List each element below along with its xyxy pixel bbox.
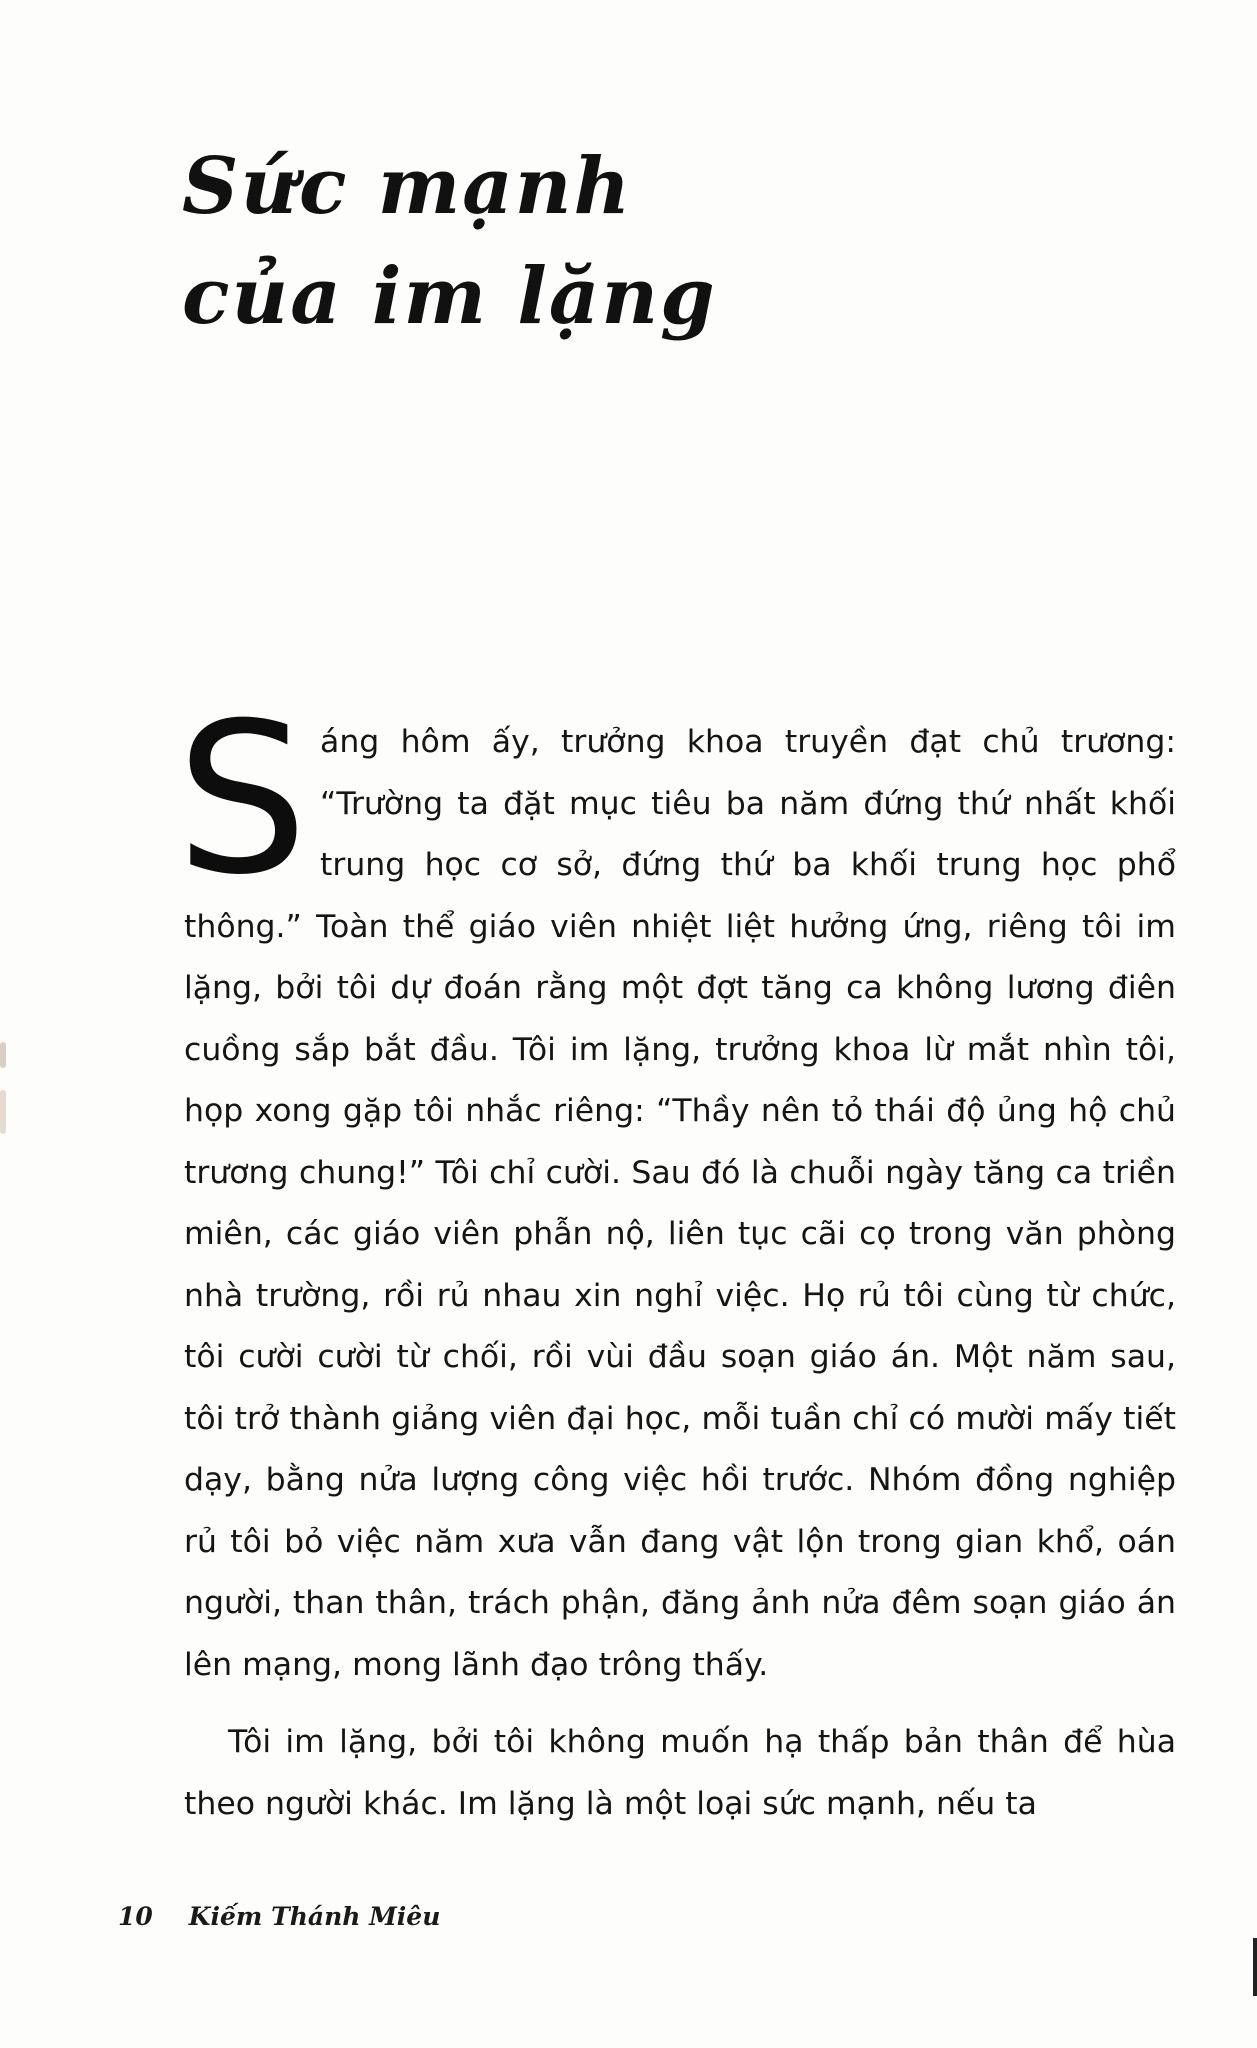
page-number: 10 <box>118 1902 153 1931</box>
page-footer <box>118 1902 440 1931</box>
scan-edge-mark <box>0 1090 6 1134</box>
chapter-body <box>176 679 1176 1835</box>
scan-edge-mark <box>1253 1938 1257 1996</box>
chapter-title-line-2: của im lặng <box>182 251 717 342</box>
chapter-title-line-1: Sức mạnh <box>182 141 633 232</box>
paragraph-1-text: áng hôm ấy, trưởng khoa truyền đạt chủ trương: “Trường ta đặt mục tiêu ba năm đứng thứ nhất khối trung học cơ sở, đứng thứ ba khối trung học phổ thông.” Toàn thể giáo viên nhiệt liệt hưởng ứng, riêng tôi im lặng, bởi tôi dự đoán rằng một đợt tăng ca không lương điên cuồng sắp bắt đầu. Tôi im lặng, trưởng khoa lừ mắt nhìn tôi, họp xong gặp tôi nhắc riêng: “Thầy nên tỏ thái độ ủng hộ chủ trương chung!” Tôi chỉ cười. Sau đó là chuỗi ngày tăng ca triền miên, các giáo viên phẫn nộ, liên tục cãi cọ trong văn phòng nhà trường, rồi rủ nhau xin nghỉ việc. Họ rủ tôi cùng từ chức, tôi cười cười từ chối, rồi vùi đầu soạn giáo án. Một năm sau, tôi trở thành giảng viên đại học, mỗi tuần chỉ có mười mấy tiết dạy, bằng nửa lượng công việc hồi trước. Nhóm đồng nghiệp rủ tôi bỏ việc năm xưa vẫn đang vật lộn trong gian khổ, oán người, than thân, trách phận, đăng ảnh nửa đêm soạn giáo án lên mạng, mong lãnh đạo trông thấy. <box>184 724 1176 1683</box>
drop-cap: S <box>176 679 309 921</box>
scan-edge-mark <box>0 1042 6 1068</box>
paragraph-2: Tôi im lặng, bởi tôi không muốn hạ thấp bản thân để hùa theo người khác. Im lặng là một loại sức mạnh, nếu ta <box>184 1724 1176 1822</box>
chapter-title <box>182 132 717 352</box>
paragraph-1 <box>176 679 1176 1696</box>
footer-author: Kiếm Thánh Miêu <box>188 1902 441 1931</box>
